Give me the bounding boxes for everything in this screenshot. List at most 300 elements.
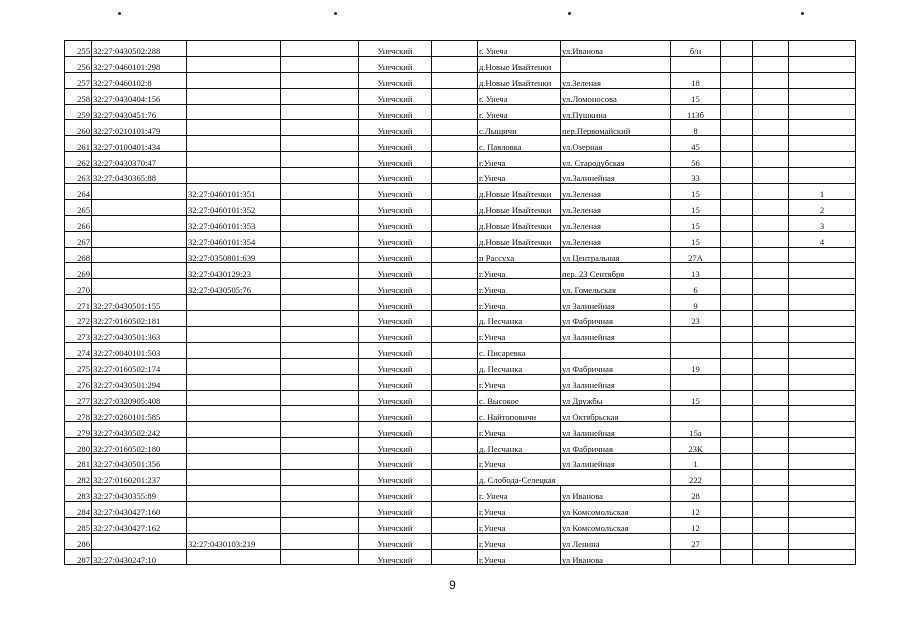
table-row: [65, 470, 856, 486]
extra-number-cell: [789, 438, 856, 454]
row-number: 275: [65, 358, 92, 374]
table-row: [65, 295, 856, 311]
row-number: 270: [65, 279, 92, 295]
cadastral-number-alt: [187, 406, 281, 422]
blank-cell: [432, 56, 478, 72]
locality-cell: г.Унеча: [478, 168, 561, 184]
locality-cell: г. Унеча: [478, 485, 561, 501]
row-number: 269: [65, 263, 92, 279]
house-number-cell: [671, 342, 721, 358]
blank-cell: [281, 327, 359, 343]
blank-cell: [432, 152, 478, 168]
cadastral-number: [92, 263, 187, 279]
street-cell: ул Дружбы: [561, 390, 671, 406]
blank-cell: [281, 279, 359, 295]
table-row: [65, 501, 856, 517]
scan-dot: [801, 12, 804, 15]
district-cell: Унечский: [359, 454, 432, 470]
street-cell: ул.Зеленая: [561, 184, 671, 200]
blank-cell: [281, 152, 359, 168]
district-cell: Унечский: [359, 136, 432, 152]
district-cell: Унечский: [359, 56, 432, 72]
house-number-cell: 27А: [671, 247, 721, 263]
district-cell: Унечский: [359, 470, 432, 486]
blank-cell: [753, 72, 789, 88]
cadastral-number-alt: [187, 549, 281, 565]
extra-number-cell: 1: [789, 184, 856, 200]
blank-cell: [281, 215, 359, 231]
blank-cell: [432, 263, 478, 279]
blank-cell: [432, 390, 478, 406]
table-row: [65, 136, 856, 152]
cadastral-number-alt: [187, 88, 281, 104]
street-cell: ул Комсомольская: [561, 517, 671, 533]
row-number: 284: [65, 501, 92, 517]
locality-cell: п Рассуха: [478, 247, 561, 263]
street-cell: ул Иванова: [561, 485, 671, 501]
blank-cell: [281, 390, 359, 406]
extra-number-cell: [789, 422, 856, 438]
extra-number-cell: [789, 136, 856, 152]
extra-number-cell: [789, 390, 856, 406]
district-cell: Унечский: [359, 422, 432, 438]
cadastral-number-alt: [187, 485, 281, 501]
blank-cell: [432, 485, 478, 501]
blank-cell: [281, 104, 359, 120]
blank-cell: [721, 88, 753, 104]
blank-cell: [281, 72, 359, 88]
cadastral-number-alt: [187, 422, 281, 438]
street-cell: ул.Озерная: [561, 136, 671, 152]
cadastral-number: 32:27:0160502:180: [92, 438, 187, 454]
cadastral-number: 32:27:0430502:242: [92, 422, 187, 438]
blank-cell: [753, 184, 789, 200]
scan-dot: [334, 12, 337, 15]
blank-cell: [281, 41, 359, 57]
blank-cell: [432, 231, 478, 247]
cadastral-number-alt: 32:27:0350801:639: [187, 247, 281, 263]
house-number-cell: 45: [671, 136, 721, 152]
extra-number-cell: [789, 358, 856, 374]
district-cell: Унечский: [359, 184, 432, 200]
table-row: [65, 199, 856, 215]
cadastral-number-alt: [187, 454, 281, 470]
locality-cell: г.Унеча: [478, 533, 561, 549]
locality-cell: г.Унеча: [478, 501, 561, 517]
table-row: [65, 184, 856, 200]
cadastral-number-alt: [187, 501, 281, 517]
house-number-cell: б/н: [671, 41, 721, 57]
blank-cell: [432, 184, 478, 200]
row-number: 259: [65, 104, 92, 120]
row-number: 272: [65, 311, 92, 327]
cadastral-number: 32:27:0040101:503: [92, 342, 187, 358]
blank-cell: [432, 374, 478, 390]
blank-cell: [753, 422, 789, 438]
street-cell: ул. Гомельская: [561, 279, 671, 295]
blank-cell: [721, 263, 753, 279]
locality-cell: г.Унеча: [478, 327, 561, 343]
cadastral-number-alt: [187, 56, 281, 72]
blank-cell: [721, 215, 753, 231]
row-number: 260: [65, 120, 92, 136]
house-number-cell: [671, 327, 721, 343]
street-cell: ул.Иванова: [561, 41, 671, 57]
blank-cell: [432, 120, 478, 136]
extra-number-cell: [789, 168, 856, 184]
extra-number-cell: [789, 374, 856, 390]
cadastral-number: 32:27:0430451:76: [92, 104, 187, 120]
house-number-cell: 8: [671, 120, 721, 136]
locality-cell: г.Унеча: [478, 295, 561, 311]
cadastral-number-alt: [187, 152, 281, 168]
street-cell: ул Ленина: [561, 533, 671, 549]
blank-cell: [753, 438, 789, 454]
blank-cell: [753, 120, 789, 136]
blank-cell: [753, 374, 789, 390]
district-cell: Унечский: [359, 104, 432, 120]
blank-cell: [753, 454, 789, 470]
row-number: 281: [65, 454, 92, 470]
blank-cell: [721, 247, 753, 263]
extra-number-cell: [789, 41, 856, 57]
house-number-cell: 222: [671, 470, 721, 486]
blank-cell: [281, 247, 359, 263]
blank-cell: [721, 199, 753, 215]
table-row: [65, 215, 856, 231]
house-number-cell: 1: [671, 454, 721, 470]
house-number-cell: 12: [671, 501, 721, 517]
blank-cell: [281, 88, 359, 104]
row-number: 279: [65, 422, 92, 438]
cadastral-number-alt: 32:27:0430129:23: [187, 263, 281, 279]
house-number-cell: 28: [671, 485, 721, 501]
street-cell: ул.Ломоносова: [561, 88, 671, 104]
cadastral-number: 32:27:0160201:237: [92, 470, 187, 486]
blank-cell: [281, 342, 359, 358]
row-number: 287: [65, 549, 92, 565]
extra-number-cell: [789, 279, 856, 295]
cadastral-number: 32:27:0430370:47: [92, 152, 187, 168]
locality-cell: г.Унеча: [478, 152, 561, 168]
street-cell: ул Иванова: [561, 549, 671, 565]
extra-number-cell: [789, 406, 856, 422]
cadastral-number: 32:27:0160502:181: [92, 311, 187, 327]
cadastral-number-alt: [187, 104, 281, 120]
locality-cell: д.Новые Ивайтенки: [478, 56, 561, 72]
blank-cell: [432, 88, 478, 104]
blank-cell: [753, 152, 789, 168]
blank-cell: [753, 199, 789, 215]
blank-cell: [281, 184, 359, 200]
blank-cell: [281, 485, 359, 501]
blank-cell: [432, 406, 478, 422]
cadastral-number-alt: [187, 470, 281, 486]
blank-cell: [721, 438, 753, 454]
cadastral-number: 32:27:0430427:162: [92, 517, 187, 533]
locality-cell: д.Новые Ивайтенки: [478, 215, 561, 231]
blank-cell: [721, 136, 753, 152]
extra-number-cell: [789, 88, 856, 104]
blank-cell: [281, 120, 359, 136]
table-row: [65, 390, 856, 406]
district-cell: Унечский: [359, 327, 432, 343]
locality-cell: с. Писаревка: [478, 342, 561, 358]
cadastral-number-alt: [187, 295, 281, 311]
blank-cell: [721, 72, 753, 88]
row-number: 282: [65, 470, 92, 486]
blank-cell: [721, 549, 753, 565]
row-number: 286: [65, 533, 92, 549]
blank-cell: [721, 390, 753, 406]
locality-cell: г. Унеча: [478, 104, 561, 120]
blank-cell: [721, 406, 753, 422]
row-number: 262: [65, 152, 92, 168]
street-cell: ул.Зеленая: [561, 231, 671, 247]
district-cell: Унечский: [359, 247, 432, 263]
blank-cell: [281, 454, 359, 470]
row-number: 278: [65, 406, 92, 422]
blank-cell: [432, 342, 478, 358]
blank-cell: [753, 549, 789, 565]
blank-cell: [721, 56, 753, 72]
blank-cell: [281, 533, 359, 549]
cadastral-number-alt: [187, 374, 281, 390]
blank-cell: [432, 422, 478, 438]
extra-number-cell: [789, 152, 856, 168]
scan-dot: [118, 12, 121, 15]
blank-cell: [721, 120, 753, 136]
table-row: [65, 517, 856, 533]
house-number-cell: 6: [671, 279, 721, 295]
cadastral-number-alt: [187, 168, 281, 184]
cadastral-number: [92, 215, 187, 231]
table-row: [65, 327, 856, 343]
row-number: 273: [65, 327, 92, 343]
cadastral-number: [92, 279, 187, 295]
house-number-cell: 9: [671, 295, 721, 311]
locality-cell: д. Песчанка: [478, 358, 561, 374]
street-cell: ул Центральная: [561, 247, 671, 263]
blank-cell: [753, 56, 789, 72]
locality-cell: д.Новые Ивайтенки: [478, 72, 561, 88]
table-row: [65, 263, 856, 279]
blank-cell: [721, 104, 753, 120]
table-row: [65, 247, 856, 263]
blank-cell: [432, 454, 478, 470]
district-cell: Унечский: [359, 279, 432, 295]
locality-cell: д. Песчанка: [478, 438, 561, 454]
blank-cell: [753, 311, 789, 327]
extra-number-cell: [789, 517, 856, 533]
blank-cell: [281, 422, 359, 438]
house-number-cell: 18: [671, 72, 721, 88]
house-number-cell: 15: [671, 390, 721, 406]
locality-cell: с. Высокое: [478, 390, 561, 406]
blank-cell: [721, 231, 753, 247]
cadastral-number: 32:27:0430427:160: [92, 501, 187, 517]
cadastral-number: 32:27:0430404:156: [92, 88, 187, 104]
blank-cell: [432, 470, 478, 486]
locality-cell: г.Унеча: [478, 374, 561, 390]
district-cell: Унечский: [359, 342, 432, 358]
locality-cell: г.Унеча: [478, 263, 561, 279]
cadastral-number: 32:27:0430501:356: [92, 454, 187, 470]
table-row: [65, 41, 856, 57]
locality-cell: с. Найтоповичи: [478, 406, 561, 422]
district-cell: Унечский: [359, 485, 432, 501]
blank-cell: [721, 485, 753, 501]
cadastral-number: 32:27:0430355:89: [92, 485, 187, 501]
district-cell: Унечский: [359, 390, 432, 406]
table-row: [65, 168, 856, 184]
cadastral-number-alt: [187, 136, 281, 152]
street-cell: ул Залинейная: [561, 327, 671, 343]
blank-cell: [721, 295, 753, 311]
scan-dot: [568, 12, 571, 15]
cadastral-number-alt: 32:27:0430505:76: [187, 279, 281, 295]
house-number-cell: 13: [671, 263, 721, 279]
district-cell: Унечский: [359, 41, 432, 57]
blank-cell: [753, 231, 789, 247]
district-cell: Унечский: [359, 120, 432, 136]
district-cell: Унечский: [359, 231, 432, 247]
house-number-cell: 15: [671, 184, 721, 200]
district-cell: Унечский: [359, 263, 432, 279]
cadastral-number: [92, 199, 187, 215]
table-row: [65, 231, 856, 247]
street-cell: ул Залинейная: [561, 374, 671, 390]
street-cell: пер.Первомайский: [561, 120, 671, 136]
district-cell: Унечский: [359, 311, 432, 327]
street-cell: ул Залинейная: [561, 422, 671, 438]
table-row: [65, 358, 856, 374]
locality-cell: д. Песчанка: [478, 311, 561, 327]
street-cell: ул Фабричная: [561, 358, 671, 374]
blank-cell: [432, 533, 478, 549]
house-number-cell: 12: [671, 517, 721, 533]
district-cell: Унечский: [359, 72, 432, 88]
extra-number-cell: [789, 295, 856, 311]
blank-cell: [281, 168, 359, 184]
house-number-cell: 15: [671, 199, 721, 215]
cadastral-number: 32:27:0430501:155: [92, 295, 187, 311]
street-cell: ул Залинейная: [561, 454, 671, 470]
blank-cell: [753, 263, 789, 279]
house-number-cell: 15: [671, 215, 721, 231]
cadastral-number-alt: [187, 342, 281, 358]
extra-number-cell: 2: [789, 199, 856, 215]
blank-cell: [281, 358, 359, 374]
blank-cell: [432, 517, 478, 533]
cadastral-number-alt: 32:27:0460101:353: [187, 215, 281, 231]
blank-cell: [753, 501, 789, 517]
locality-cell: д. Слобода-Селецкая: [478, 470, 671, 486]
locality-cell: с. Павловка: [478, 136, 561, 152]
blank-cell: [753, 247, 789, 263]
blank-cell: [281, 517, 359, 533]
blank-cell: [281, 231, 359, 247]
district-cell: Унечский: [359, 517, 432, 533]
blank-cell: [432, 104, 478, 120]
street-cell: ул.Залинейная: [561, 168, 671, 184]
blank-cell: [432, 199, 478, 215]
row-number: 256: [65, 56, 92, 72]
cadastral-number-alt: 32:27:0460101:352: [187, 199, 281, 215]
row-number: 263: [65, 168, 92, 184]
cadastral-number: [92, 184, 187, 200]
blank-cell: [721, 358, 753, 374]
house-number-cell: 15: [671, 88, 721, 104]
blank-cell: [432, 72, 478, 88]
table-row: [65, 311, 856, 327]
table-row: [65, 406, 856, 422]
extra-number-cell: [789, 470, 856, 486]
district-cell: Унечский: [359, 199, 432, 215]
row-number: 267: [65, 231, 92, 247]
blank-cell: [281, 501, 359, 517]
district-cell: Унечский: [359, 215, 432, 231]
table-row: [65, 438, 856, 454]
blank-cell: [721, 454, 753, 470]
blank-cell: [432, 168, 478, 184]
blank-cell: [432, 279, 478, 295]
table-row: [65, 56, 856, 72]
district-cell: Унечский: [359, 501, 432, 517]
cadastral-number-alt: [187, 41, 281, 57]
district-cell: Унечский: [359, 152, 432, 168]
locality-cell: д.Новые Ивайтенки: [478, 231, 561, 247]
row-number: 266: [65, 215, 92, 231]
blank-cell: [721, 279, 753, 295]
house-number-cell: 113б: [671, 104, 721, 120]
street-cell: ул.Зеленая: [561, 215, 671, 231]
table-row: [65, 104, 856, 120]
row-number: 283: [65, 485, 92, 501]
extra-number-cell: [789, 120, 856, 136]
blank-cell: [281, 374, 359, 390]
blank-cell: [753, 342, 789, 358]
blank-cell: [721, 374, 753, 390]
blank-cell: [281, 263, 359, 279]
blank-cell: [753, 485, 789, 501]
table-row: [65, 152, 856, 168]
row-number: 261: [65, 136, 92, 152]
extra-number-cell: [789, 263, 856, 279]
street-cell: ул.Пушкина: [561, 104, 671, 120]
page-number: 9: [449, 578, 456, 592]
cadastral-number-alt: [187, 358, 281, 374]
cadastral-number: [92, 247, 187, 263]
cadastral-number: 32:27:0320905:408: [92, 390, 187, 406]
blank-cell: [281, 199, 359, 215]
cadastral-number: 32:27:0430502:288: [92, 41, 187, 57]
cadastral-number-alt: [187, 327, 281, 343]
blank-cell: [281, 311, 359, 327]
blank-cell: [753, 295, 789, 311]
row-number: 264: [65, 184, 92, 200]
cadastral-number: 32:27:0100401:434: [92, 136, 187, 152]
row-number: 255: [65, 41, 92, 57]
table-row: [65, 88, 856, 104]
blank-cell: [432, 358, 478, 374]
house-number-cell: [671, 549, 721, 565]
table-row: [65, 533, 856, 549]
house-number-cell: 19: [671, 358, 721, 374]
blank-cell: [432, 501, 478, 517]
row-number: 274: [65, 342, 92, 358]
house-number-cell: [671, 406, 721, 422]
